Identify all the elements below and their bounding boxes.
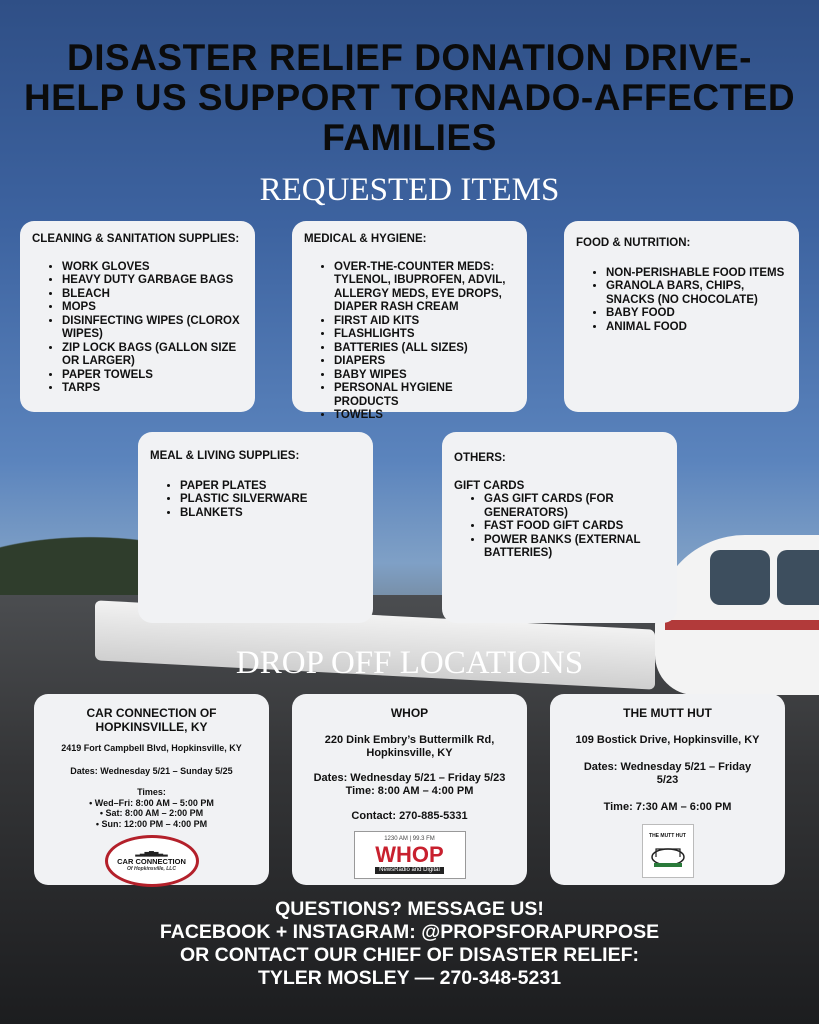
car-silhouette-icon: ▂▃▅▆▅▃▂	[135, 850, 168, 857]
location-dates: Dates: Wednesday 5/21 – Sunday 5/25	[70, 765, 233, 776]
list-item: • PAPER TOWELS	[62, 369, 243, 383]
location-name: CAR CONNECTION OF HOPKINSVILLE, KY	[86, 706, 217, 734]
footer-line-4: TYLER MOSLEY — 270-348-5231	[257, 967, 562, 989]
whop-logo	[354, 831, 466, 879]
gift-cards-subheading: GIFT CARDS	[454, 479, 525, 492]
title-line-1: DISASTER RELIEF DONATION DRIVE-	[67, 37, 752, 78]
footer-line-3: OR CONTACT OUR CHIEF OF DISASTER RELIEF:	[180, 944, 639, 966]
medical-heading: MEDICAL & HYGIENE:	[304, 233, 427, 245]
list-item: • TARPS	[62, 382, 243, 396]
medical-card	[292, 221, 527, 421]
location-mutt-hut	[550, 694, 785, 885]
cleaning-list	[32, 261, 243, 396]
meal-card	[138, 432, 373, 623]
list-item: • DIAPERS	[334, 355, 515, 369]
mutt-hut-logo	[642, 824, 694, 878]
cleaning-heading: CLEANING & SANITATION SUPPLIES:	[32, 233, 240, 245]
others-card	[442, 432, 677, 623]
footer-contact	[0, 898, 819, 990]
location-name: THE MUTT HUT	[623, 706, 712, 720]
list-item: • PAPER PLATES	[180, 480, 361, 494]
list-item: • POWER BANKS (EXTERNAL BATTERIES)	[484, 534, 665, 561]
others-heading: OTHERS:	[454, 452, 506, 464]
page-title	[20, 38, 799, 158]
others-list	[454, 493, 665, 561]
footer-line-1: QUESTIONS? MESSAGE US!	[275, 898, 544, 920]
location-address: 109 Bostick Drive, Hopkinsville, KY	[575, 734, 760, 746]
list-item: • GAS GIFT CARDS (FOR GENERATORS)	[484, 493, 665, 520]
drop-off-locations-heading: DROP OFF LOCATIONS	[235, 645, 584, 681]
location-whop	[292, 694, 527, 885]
list-item: • GRANOLA BARS, CHIPS, SNACKS (NO CHOCOLATE)	[606, 280, 787, 307]
whop-logo-subtext: NewsRadio and Digital	[375, 867, 444, 874]
location-times-label: Times:	[137, 787, 166, 797]
location-address: 220 Dink Embry’s Buttermilk Rd, Hopkinsville, KY	[324, 734, 495, 759]
list-item: • HEAVY DUTY GARBAGE BAGS	[62, 274, 243, 288]
location-time: Time: 8:00 AM – 4:00 PM	[345, 785, 474, 797]
title-line-3: FAMILIES	[322, 117, 497, 158]
mutt-hut-logo-text: THE MUTT HUT	[649, 833, 686, 839]
list-item: • TOWELS	[334, 409, 515, 423]
list-item: • NON-PERISHABLE FOOD ITEMS	[606, 267, 787, 281]
location-time-row: • Sat: 8:00 AM – 2:00 PM	[99, 808, 204, 818]
dog-house-icon	[648, 839, 688, 869]
list-item: • BATTERIES (ALL SIZES)	[334, 342, 515, 356]
food-heading: FOOD & NUTRITION:	[576, 237, 691, 249]
location-address: 2419 Fort Campbell Blvd, Hopkinsville, KY	[61, 743, 242, 753]
location-name: WHOP	[390, 706, 429, 720]
list-item: • ANIMAL FOOD	[606, 321, 787, 335]
list-item: • FIRST AID KITS	[334, 315, 515, 329]
medical-list	[304, 261, 515, 423]
location-time: Time: 7:30 AM – 6:00 PM	[603, 801, 732, 813]
car-logo-text: CAR CONNECTION	[117, 856, 186, 866]
location-contact: Contact: 270-885-5331	[351, 810, 468, 822]
food-list	[576, 267, 787, 335]
list-item: • DISINFECTING WIPES (CLOROX WIPES)	[62, 315, 243, 342]
list-item: • WORK GLOVES	[62, 261, 243, 275]
requested-items-heading: REQUESTED ITEMS	[259, 172, 560, 208]
location-dates: Dates: Wednesday 5/21 – Friday 5/23	[313, 772, 506, 784]
meal-heading: MEAL & LIVING SUPPLIES:	[150, 450, 300, 462]
list-item: • BABY FOOD	[606, 307, 787, 321]
list-item: • BLEACH	[62, 288, 243, 302]
list-item: • BABY WIPES	[334, 369, 515, 383]
food-card	[564, 221, 799, 412]
list-item: • PLASTIC SILVERWARE	[180, 493, 361, 507]
list-item: • MOPS	[62, 301, 243, 315]
cleaning-card	[20, 221, 255, 412]
meal-list	[150, 480, 361, 521]
whop-logo-text: WHOP	[375, 842, 444, 867]
location-time-row: • Sun: 12:00 PM – 4:00 PM	[95, 818, 208, 829]
location-dates: Dates: Wednesday 5/21 – Friday 5/23	[583, 761, 752, 786]
list-item: • FAST FOOD GIFT CARDS	[484, 520, 665, 534]
location-time-row: • Wed–Fri: 8:00 AM – 5:00 PM	[89, 797, 214, 808]
list-item: • ZIP LOCK BAGS (GALLON SIZE OR LARGER)	[62, 342, 243, 369]
whop-logo-frequency: 1230 AM | 99.3 FM	[384, 836, 435, 842]
list-item: • PERSONAL HYGIENE PRODUCTS	[334, 382, 515, 409]
title-line-2: HELP US SUPPORT TORNADO-AFFECTED	[23, 77, 796, 118]
list-item: • OVER-THE-COUNTER MEDS: TYLENOL, IBUPROFEN, ADVIL, ALLERGY MEDS, EYE DROPS, DIAPER RASH CREAM	[334, 261, 515, 315]
car-logo-subtext: Of Hopkinsville, LLC	[127, 865, 176, 872]
car-connection-logo	[105, 835, 199, 887]
footer-line-2: FACEBOOK + INSTAGRAM: @PROPSFORAPURPOSE	[159, 921, 660, 943]
list-item: • FLASHLIGHTS	[334, 328, 515, 342]
location-car-connection	[34, 694, 269, 885]
list-item: • BLANKETS	[180, 507, 361, 521]
